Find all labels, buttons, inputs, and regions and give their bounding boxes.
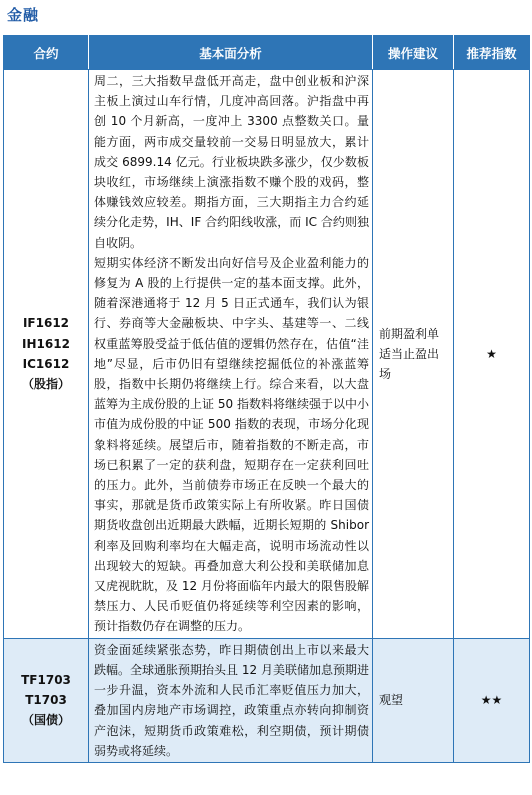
analysis-paragraph: 资金面延续紧张态势，昨日期债创出上市以来最大跌幅。全球通胀预期抬头且 12 月美联储加息预期进一步升温，资本外流和人民币汇率贬值压力加大，叠加国内房地产市场调控，政策重点亦转向抑制资产泡沫，短期货币政策难松，利空期债，预计期债弱势或将延续。 [94,642,369,758]
futures-table [3,35,530,763]
contract-cell [4,638,89,762]
analysis-cell [89,638,373,762]
section-title: 金融 [7,6,40,24]
advice-cell: 观望 [373,638,454,762]
table-row-treasury [4,638,530,762]
contract-category: （国债） [21,713,70,728]
table-row-stock-index [4,70,530,639]
analysis-paragraph: 短期实体经济不断发出向好信号及企业盈利能力的修复为 A 股的上行提供一定的基本面支撑。此外，随着深港通将于 12 月 5 日正式通车，我们认为银行、券商等大金融板块、中字头、基建等一、二线权重蓝筹股受益于低估值的逻辑仍然存在，估值“洼地”尽显，后市仍旧有望继续挖掘低位的补涨蓝筹股，指数中长期仍将继续上行。综合来看，以大盘蓝筹为主成份股的上证 50 指数料将继续强于以中小市值为成份股的中证 500 指数的表现，市场分化现象料将延续。展望后市，随着指数的不断走高，市场已积累了一定的获利盘，短期存在一定获利回吐的压力。此外，当前债券市场正在反映一个最大的事实，那就是货币政策实际上有所收紧。昨日国债期货收盘创出近期最大跌幅，近期长短期的 Shibor 利率及回购利率均在大幅走高，说明市场流动性以出现较大的短缺。再叠加意大利公投和美联储加息又虎视眈眈，及 12 月份将面临年内最大的限售股解禁压力、人民币贬值仍将延续等利空因素的影响，预计指数仍存在调整的压力。 [94,255,369,634]
analysis-paragraph: 周二，三大指数早盘低开高走，盘中创业板和沪深主板上演过山车行情，几度冲高回落。沪指盘中再创 10 个月新高，一度冲上 3300 点整数关口。量能方面，两市成交量较前一交易日明显放大，累计成交 6899.14 亿元。行业板块跌多涨少，仅少数板块收红，市场继续上演涨指数不赚个股的戏码，整体赚钱效应较差。期指方面，三大期指主力合约延续分化走势，IH、IF 合约阳线收涨，而 IC 合约则独自收阴。 [94,74,369,250]
contract-code: T1703 [25,693,67,708]
table-header-row [4,36,530,70]
rating-star-icon: ★ [454,70,530,639]
rating-star-icon: ★★ [454,638,530,762]
header-analysis: 基本面分析 [89,36,373,70]
header-advice: 操作建议 [373,36,454,70]
contract-code: TF1703 [21,672,71,687]
header-rating: 推荐指数 [454,36,530,70]
contract-code: IC1612 [22,356,70,371]
contract-category: （股指） [21,377,70,392]
header-contract: 合约 [4,36,89,70]
contract-code: IH1612 [22,336,70,351]
contract-code: IF1612 [22,316,70,331]
advice-cell: 前期盈利单适当止盈出场 [373,70,454,639]
analysis-cell [89,70,373,639]
contract-cell [4,70,89,639]
